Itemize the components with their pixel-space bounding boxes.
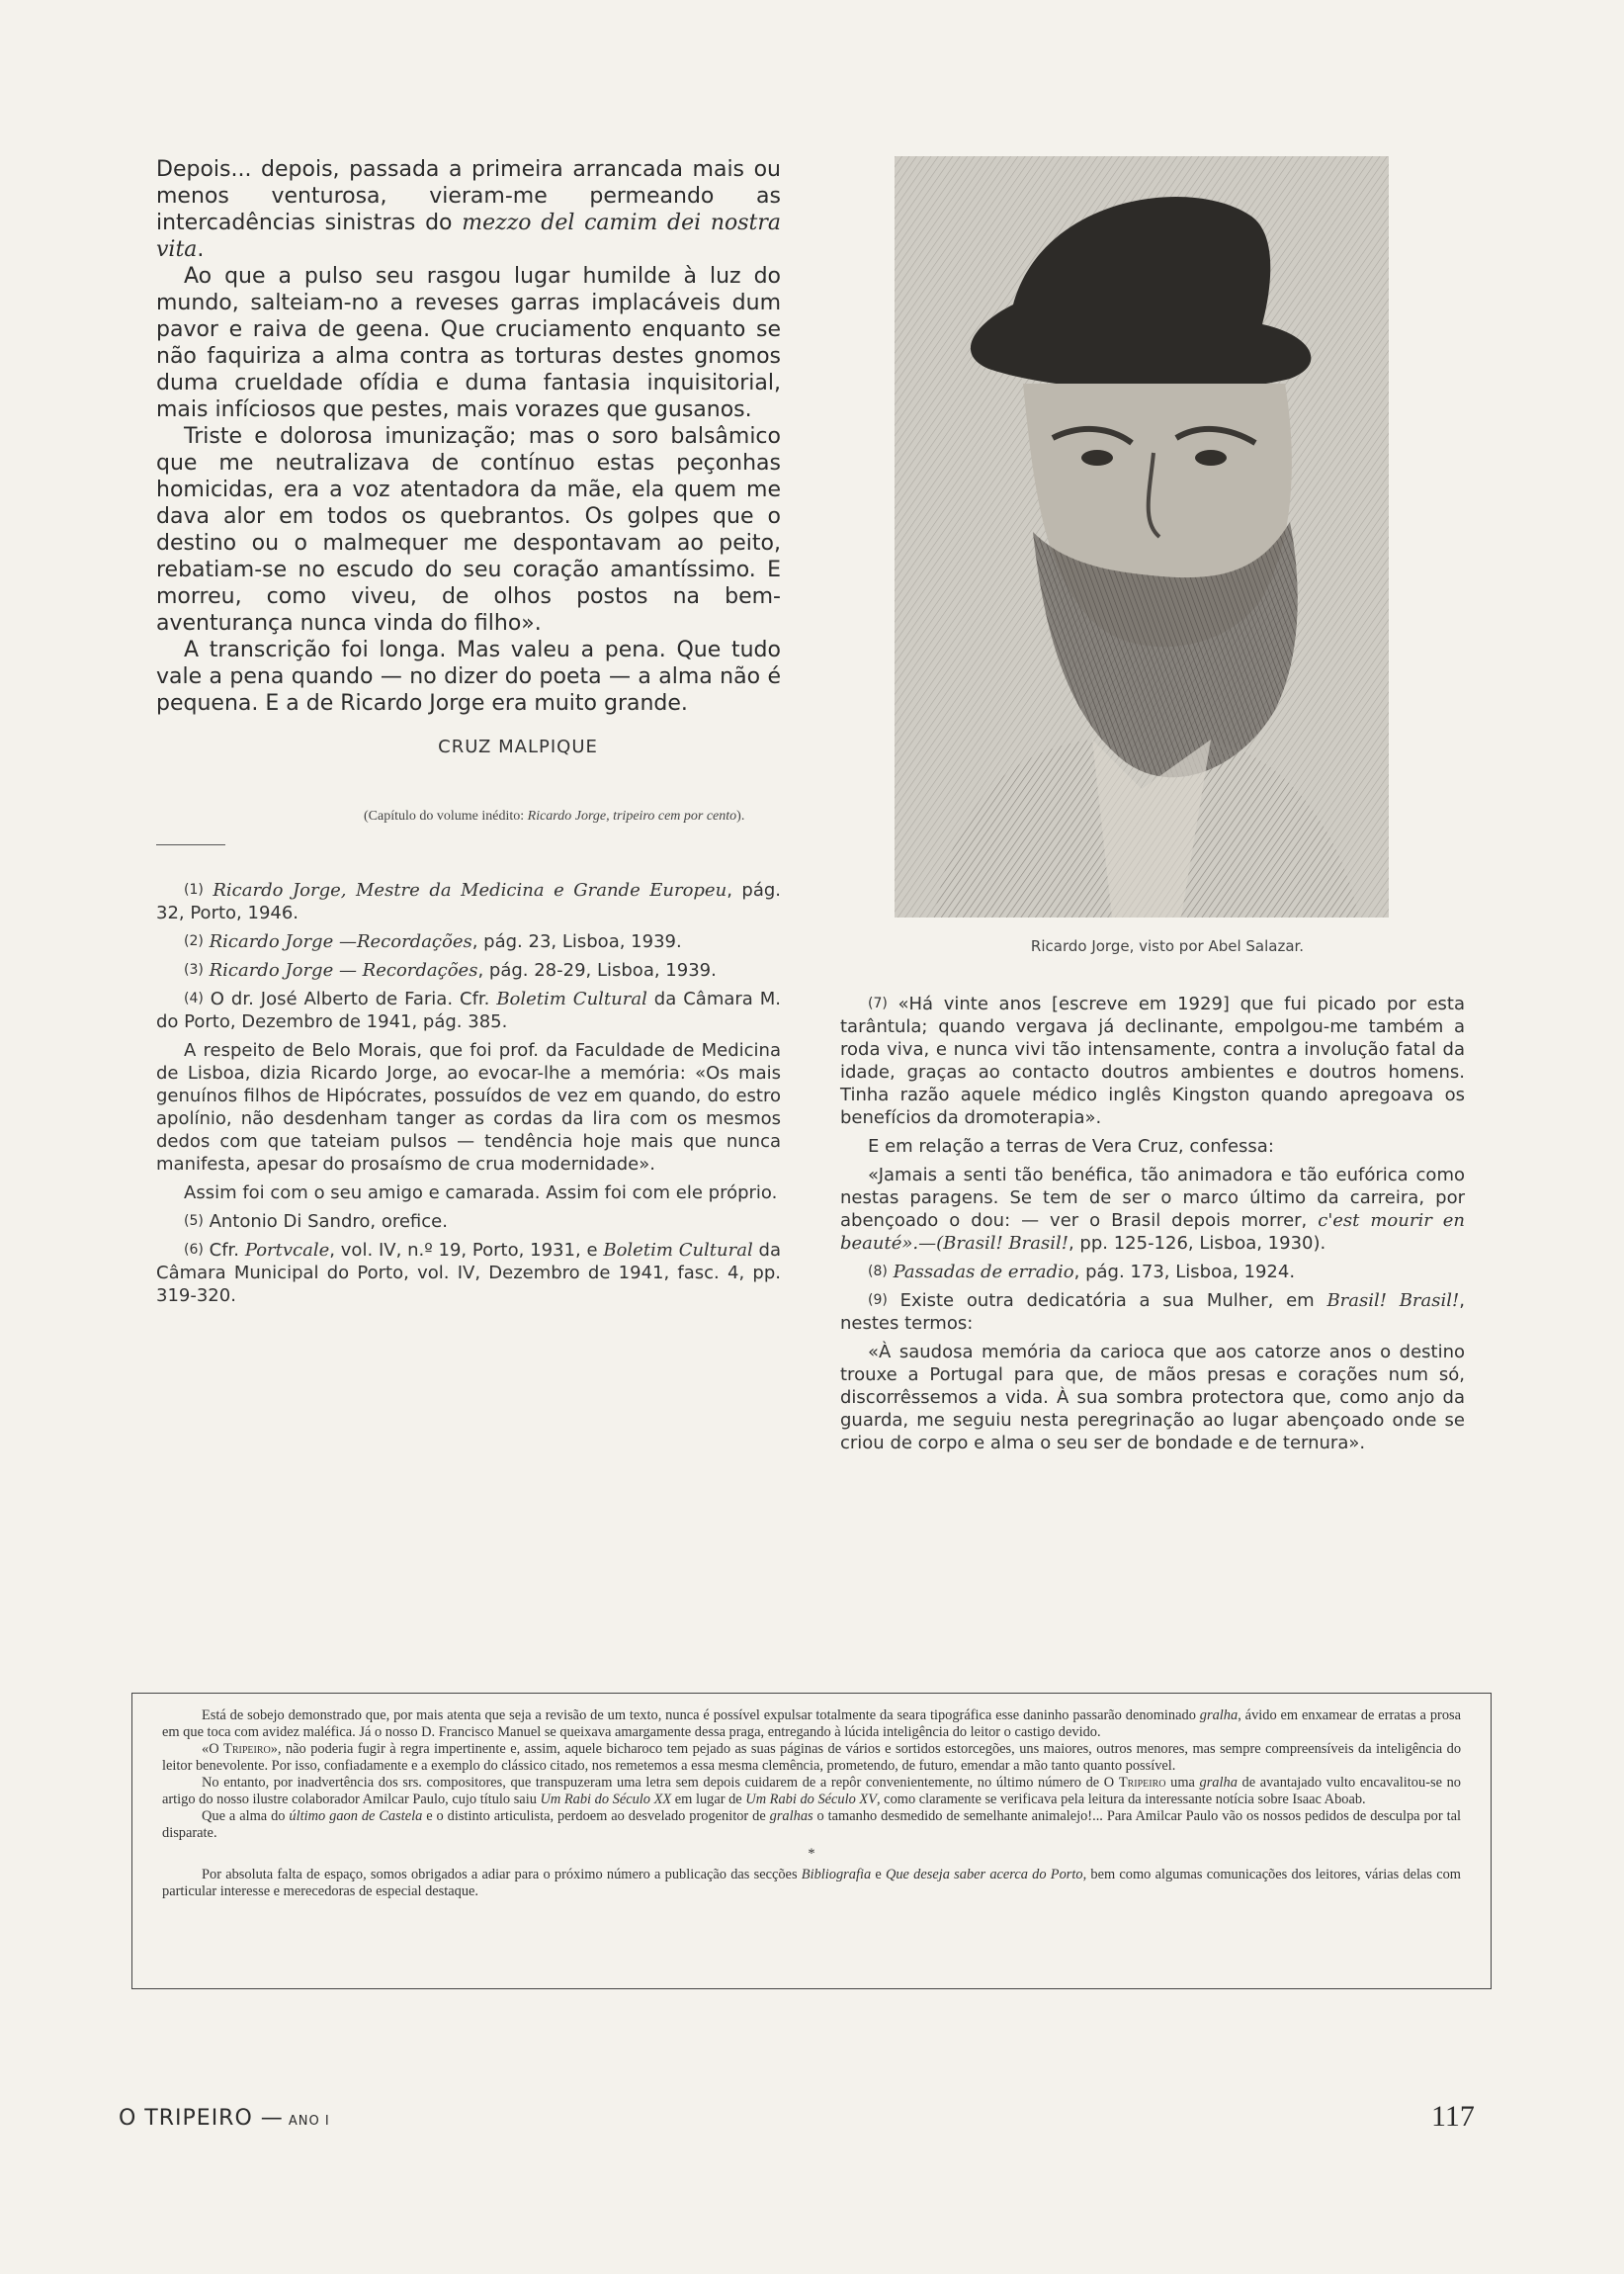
errata-paragraph: No entanto, por inadvertência dos srs. compositores, que transpuzeram uma letra sem depois cuidarem de a repôr convenientemente, no último número de O Tripeiro uma gralha de avantajado vulto encavalitou-se no artigo do nosso ilustre colaborador Amilcar Paulo, cujo título saiu Um Rabi do Século XX em lugar de Um Rabi do Século XV, como claramente se verificava pela leitura da interessante notícia sobre Isaac Aboab. [162, 1775, 1461, 1807]
footnote-paragraph: Assim foi com o seu amigo e camarada. Assim foi com ele próprio. [184, 1182, 778, 1203]
footnote-separator [156, 844, 225, 845]
article-paragraph: Ao que a pulso seu rasgou lugar humilde à luz do mundo, salteiam-no a reveses garras implacáveis dum pavor e raiva de geena. Que cruciamento enquanto se não faquiriza a alma contra as torturas destes gnomos duma crueldade ofídia e duma fantasia inquisitorial, mais infíciosos que pestes, mais vorazes que gusanos. [156, 264, 781, 422]
right-column [840, 156, 1465, 1460]
article-body [156, 156, 781, 717]
errata-paragraph: Por absoluta falta de espaço, somos obrigados a adiar para o próximo número a publicação das secções Bibliografia e Que deseja saber acerca do Porto, bem como algumas comunicações dos leitores, várias delas com particular interesse e merecedoras de especial destaque. [162, 1867, 1462, 1899]
errata-paragraph: Que a alma do último gaon de Castela e o distinto articulista, perdoem ao desvelado progenitor de gralhas o tamanho desmedido de semelhante animalejo!... Para Amilcar Paulo vão os nossos pedidos de desculpa por tal disparate. [162, 1808, 1461, 1841]
footnotes-left [156, 879, 781, 1307]
errata-notice-box [131, 1693, 1492, 1989]
chapter-note: (Capítulo do volume inédito: Ricardo Jorge, tripeiro cem por cento). [364, 809, 745, 824]
footnote: $^{(3)}$ Ricardo Jorge — Recordações, pág. 28-29, Lisboa, 1939. [184, 960, 717, 981]
section-divider-asterisk: * [808, 1846, 815, 1862]
page-number: 117 [1431, 2100, 1475, 2133]
article-paragraph: Triste e dolorosa imunização; mas o soro balsâmico que me neutralizava de contínuo estas peçonhas homicidas, era a voz atentadora da mãe, ela quem me dava alor em todos os quebrantos. Os golpes que o destino ou o malmequer me despontavam ao peito, rebatiam-se no escudo do seu coração amantíssimo. E morreu, como viveu, de olhos postos na bem-aventurança nunca vinda do filho». [156, 424, 781, 636]
portrait-caption: Ricardo Jorge, visto por Abel Salazar. [1030, 937, 1305, 955]
footnote: $^{(7)}$ «Há vinte anos [escreve em 1929] que fui picado por esta tarântula; quando vergava já declinante, empolgou-me também a roda viva, e nunca vivi tão intensamente, contra a involução fatal da idade, graças ao contacto doutros ambientes e doutros homens. Tinha razão aquele médico inglês Kingston quando apregoava os benefícios da dromoterapia». [840, 994, 1465, 1128]
footnote: $^{(5)}$ Antonio Di Sandro, orefice. [184, 1211, 448, 1232]
footnote-paragraph: E em relação a terras de Vera Cruz, confessa: [868, 1136, 1274, 1157]
footnote: $^{(9)}$ Existe outra dedicatória a sua Mulher, em Brasil! Brasil!, nestes termos: [840, 1290, 1465, 1334]
portrait-illustration [895, 156, 1389, 918]
footnote: $^{(2)}$ Ricardo Jorge —Recordações, pág. 23, Lisboa, 1939. [184, 931, 682, 952]
footnote: $^{(6)}$ Cfr. Portvcale, vol. IV, n.º 19, Porto, 1931, e Boletim Cultural da Câmara Municipal do Porto, vol. IV, Dezembro de 1941, fasc. 4, pp. 319-320. [156, 1240, 781, 1306]
footnote-paragraph: «Jamais a senti tão benéfica, tão animadora e tão eufórica como nestas paragens. Se tem de ser o marco último da carreira, por abençoado o dou: — ver o Brasil depois morrer, c'est mourir en beauté».—(Brasil! Brasil!, pp. 125-126, Lisboa, 1930). [840, 1165, 1465, 1254]
article-paragraph: A transcrição foi longa. Mas valeu a pena. Que tudo vale a pena quando — no dizer do poeta — a alma não é pequena. E a de Ricardo Jorge era muito grande. [156, 638, 781, 716]
footnote-paragraph: A respeito de Belo Morais, que foi prof. da Faculdade de Medicina de Lisboa, dizia Ricardo Jorge, ao evocar-lhe a memória: «Os mais genuínos filhos de Hipócrates, possuídos de vez em quando, do estro apolínio, não desdenham tanger as cordas da lira com os mesmos dedos com que tateiam pulsos — tendência hoje mais que nunca manifesta, apesar do prosaísmo de crua modernidade». [156, 1040, 781, 1175]
article-paragraph: Depois... depois, passada a primeira arrancada mais ou menos venturosa, vieram-me permeando as intercadências sinistras do mezzo del camim dei nostra vita. [156, 157, 782, 262]
portrait-sketch [895, 156, 1389, 918]
footnote: $^{(4)}$ O dr. José Alberto de Faria. Cfr. Boletim Cultural da Câmara M. do Porto, Dezembro de 1941, pág. 385. [156, 989, 782, 1032]
footnote: $^{(8)}$ Passadas de erradio, pág. 173, Lisboa, 1924. [868, 1262, 1296, 1282]
errata-paragraph: «O Tripeiro», não poderia fugir à regra impertinente e, assim, aquele bicharoco tem pejado as suas páginas de vários e sortidos estorcegões, uns maiores, outros menores, mas sempre compreensíveis da inteligência do leitor benevolente. Por isso, confiadamente e a exemplo do clássico citado, nos remetemos a essa mesma clemência, prometendo, de futuro, emendar a mão tanto quanto possível. [162, 1741, 1462, 1774]
author-signature: CRUZ MALPIQUE [438, 737, 598, 757]
errata-paragraph: Está de sobejo demonstrado que, por mais atenta que seja a revisão de um texto, nunca é possível expulsar totalmente da seara tipográfica esse daninho passarão denominado gralha, ávido em enxamear de erratas a prosa em que toca com avidez maléfica. Já o nosso D. Francisco Manuel se queixava amargamente dessa praga, entregando à lúcida inteligência do leitor o castigo devido. [162, 1707, 1461, 1740]
footnote: $^{(1)}$ Ricardo Jorge, Mestre da Medicina e Grande Europeu, pág. 32, Porto, 1946. [156, 880, 782, 923]
footnotes-right [840, 993, 1465, 1454]
magazine-footer: O TRIPEIRO — ANO I [119, 2106, 330, 2131]
footnote-paragraph: «À saudosa memória da carioca que aos catorze anos o destino trouxe a Portugal para que, de mãos presas e corações num só, discorrêssemos a vida. À sua sombra protectora que, como anjo da guarda, me seguiu nesta peregrinação ao lugar abençoado onde se criou de corpo e alma o seu ser de bondade e de ternura». [840, 1342, 1465, 1453]
left-column [156, 156, 781, 1313]
